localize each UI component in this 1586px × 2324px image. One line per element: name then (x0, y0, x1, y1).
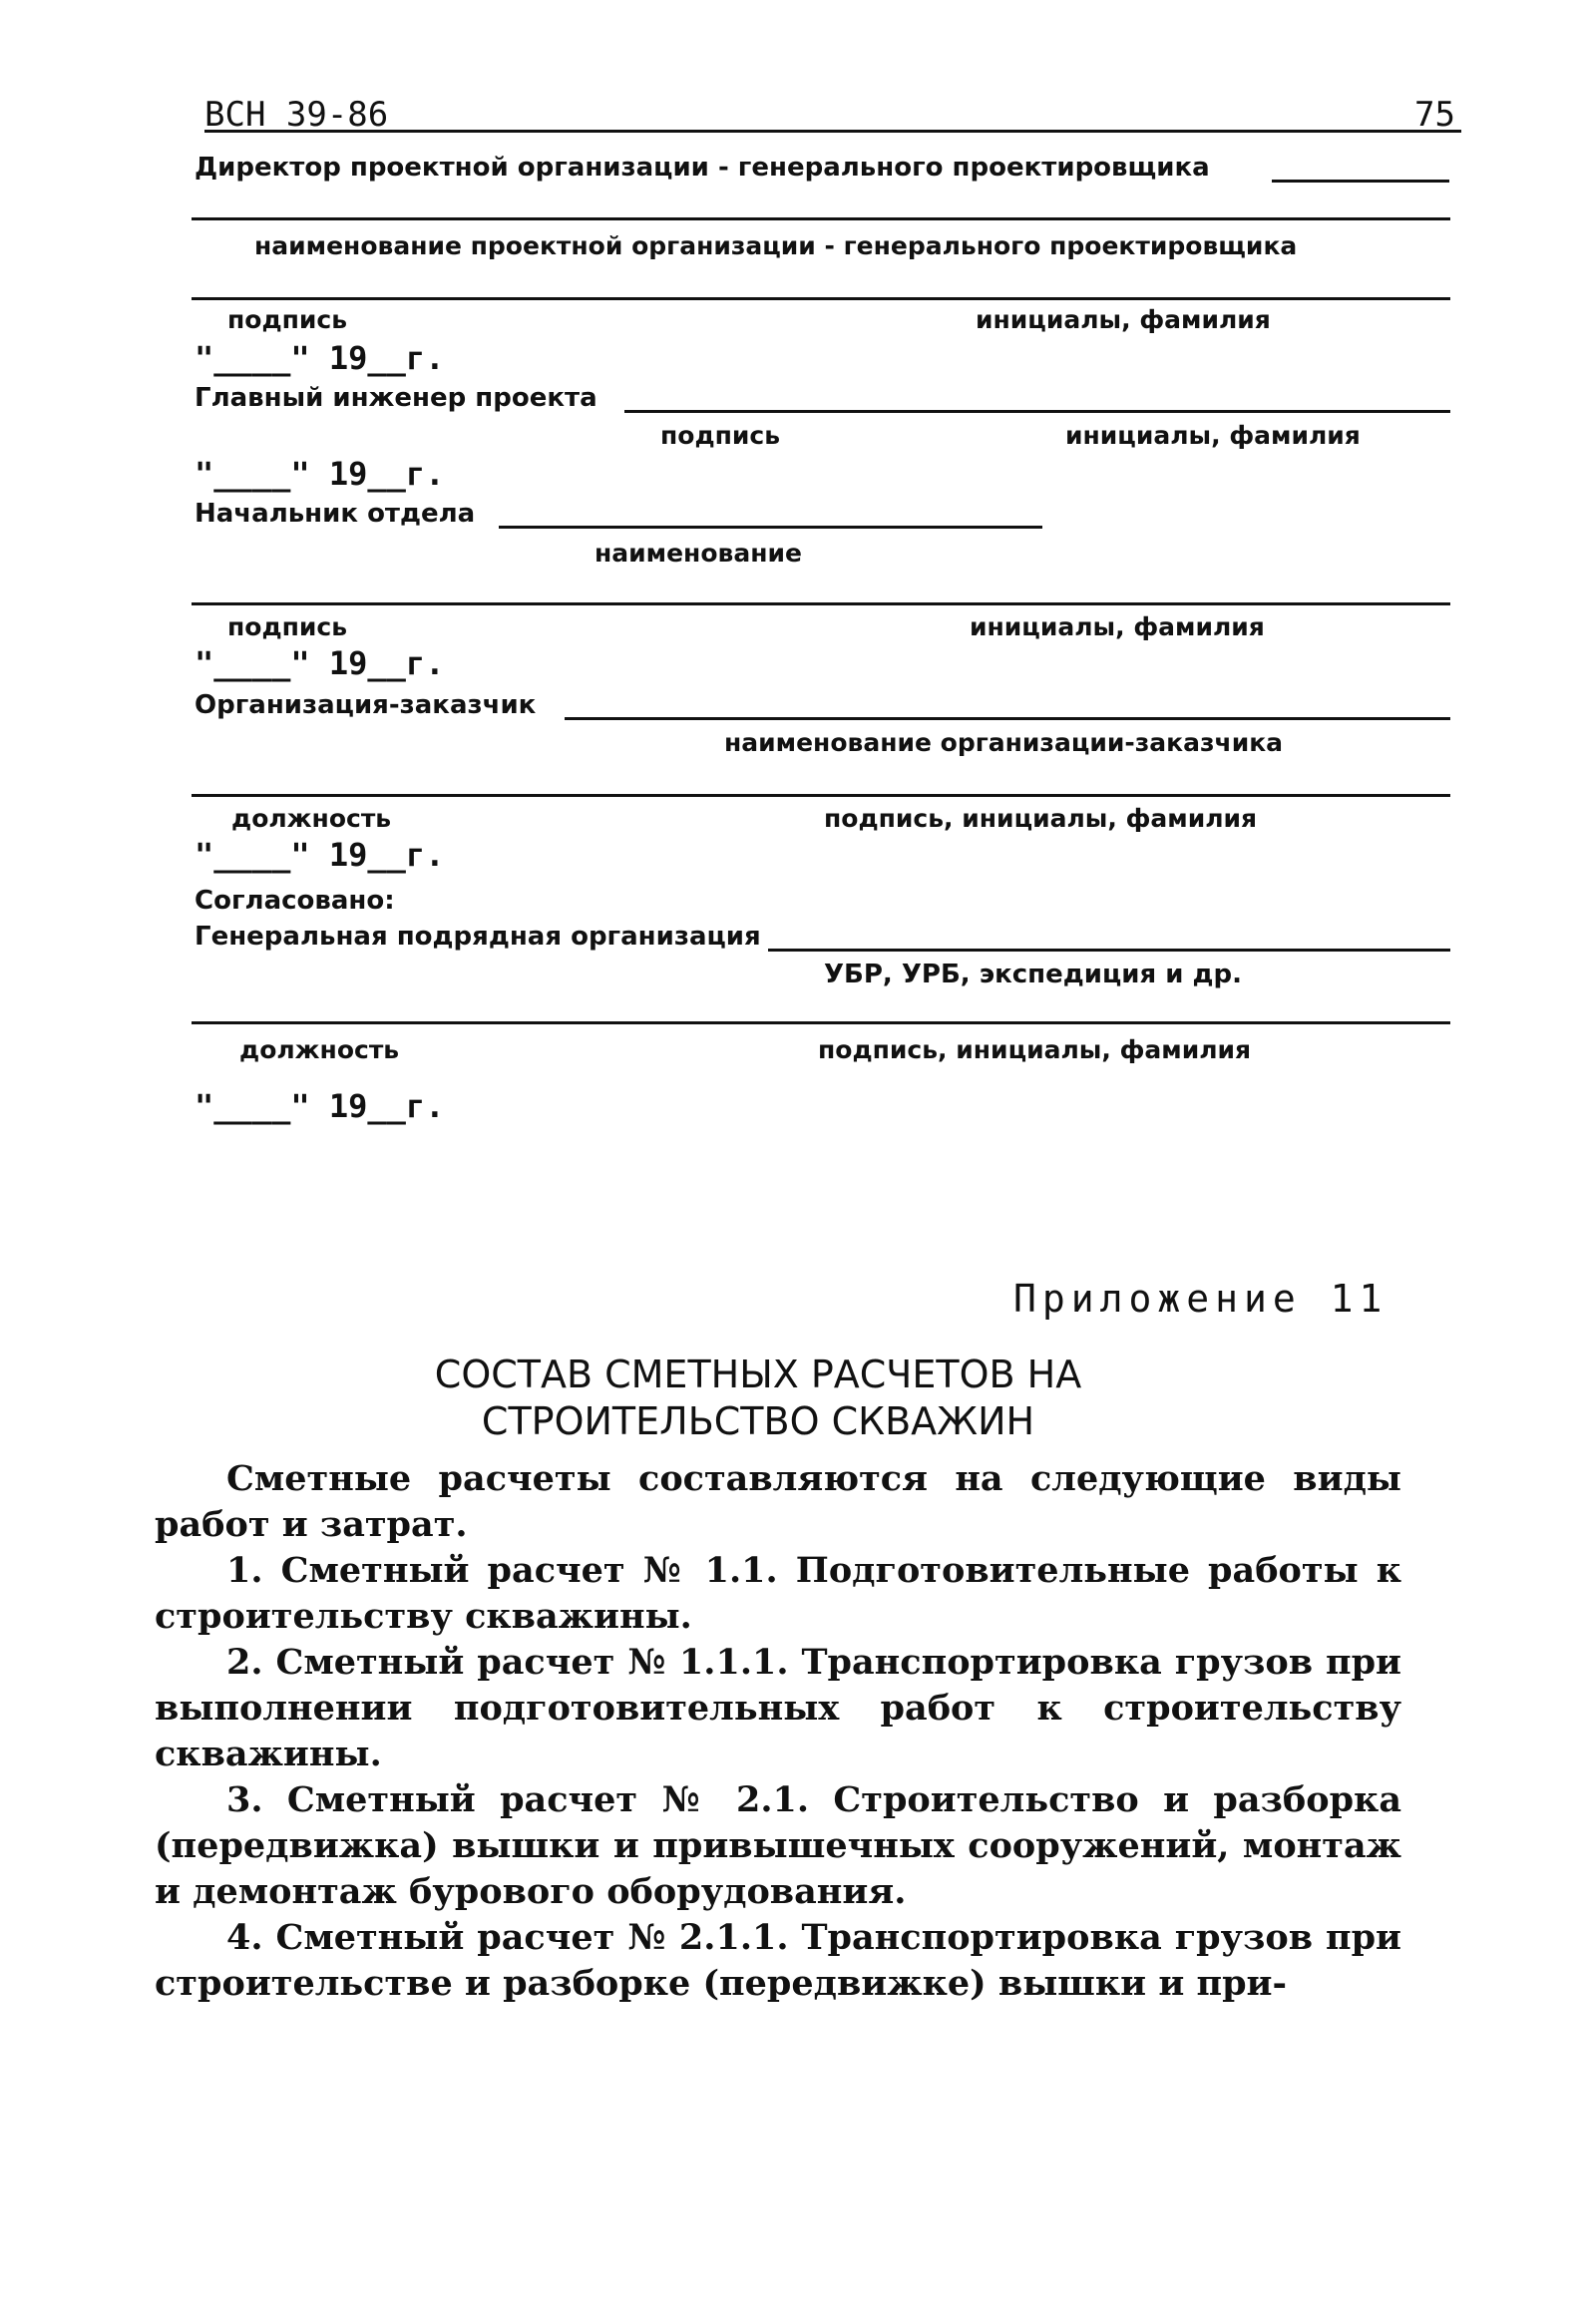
intro-paragraph: Сметные расчеты составляются на следующие виды работ и затрат. (155, 1458, 1401, 1545)
chief-engineer-line (624, 410, 1450, 413)
customer-date: "____" 19__г. (195, 836, 445, 874)
director-label: Директор проектной организации - генерального проектировщика (195, 153, 1210, 183)
page-number: 75 (1414, 95, 1455, 135)
customer-line (565, 717, 1450, 720)
list-item: 1. Сметный расчет № 1.1. Подготовительные работы к строительству скважины. (155, 1550, 1401, 1637)
contractor-sign-caption: подпись, инициалы, фамилия (818, 1035, 1252, 1064)
contractor-sign-line (192, 1021, 1450, 1024)
customer-sign-caption: подпись, инициалы, фамилия (824, 804, 1258, 833)
dept-date: "____" 19__г. (195, 644, 445, 682)
dept-name-caption: инициалы, фамилия (970, 612, 1265, 641)
director-org-caption: наименование проектной организации - генерального проектировщика (254, 231, 1298, 260)
chief-name-caption: инициалы, фамилия (1065, 421, 1361, 450)
chief-sign-caption: подпись (660, 421, 781, 450)
dept-sign-caption: подпись (227, 612, 348, 641)
appendix-title-line1: СОСТАВ СМЕТНЫХ РАСЧЕТОВ НА (434, 1353, 1082, 1396)
agreed-label: Согласовано: (195, 886, 395, 916)
chief-engineer-label: Главный инженер проекта (195, 383, 597, 413)
contractor-position-caption: должность (239, 1035, 400, 1064)
appendix-title-line2: СТРОИТЕЛЬСТВО СКВАЖИН (481, 1399, 1035, 1443)
customer-position-caption: должность (231, 804, 392, 833)
contractor-label: Генеральная подрядная организация (195, 922, 761, 952)
appendix-label: Приложение 11 (1013, 1277, 1388, 1321)
list-item: 4. Сметный расчет № 2.1.1. Транспортировка грузов при строительстве и разборке (передвижке) вышки и при- (155, 1917, 1401, 2004)
document-code: ВСН 39-86 (204, 95, 389, 135)
list-item: 3. Сметный расчет № 2.1. Строительство и разборка (передвижка) вышки и привышечных сооружений, монтаж и демонтаж бурового оборудования. (155, 1779, 1401, 1912)
customer-label: Организация-заказчик (195, 690, 537, 720)
contractor-caption: УБР, УРБ, экспедиция и др. (824, 960, 1242, 989)
director-org-line (192, 217, 1450, 220)
dept-caption: наименование (595, 539, 802, 568)
contractor-line (768, 949, 1450, 952)
list-item: 2. Сметный расчет № 1.1.1. Транспортировка грузов при выполнении подготовительных работ к строительству скважины. (155, 1642, 1401, 1774)
dept-sign-line (192, 602, 1450, 605)
contractor-date: "____" 19__г. (195, 1087, 445, 1125)
appendix-body (155, 1456, 1401, 2007)
dept-head-line (499, 526, 1042, 529)
director-sign-caption: подпись (227, 305, 348, 334)
dept-head-label: Начальник отдела (195, 499, 476, 529)
director-sign-line (192, 297, 1450, 300)
chief-date: "____" 19__г. (195, 455, 445, 493)
director-name-caption: инициалы, фамилия (976, 305, 1271, 334)
header-rule (204, 130, 1461, 133)
customer-caption: наименование организации-заказчика (724, 728, 1284, 757)
director-fill-line (1272, 180, 1449, 183)
customer-sign-line (192, 794, 1450, 797)
director-date: "____" 19__г. (195, 339, 445, 377)
